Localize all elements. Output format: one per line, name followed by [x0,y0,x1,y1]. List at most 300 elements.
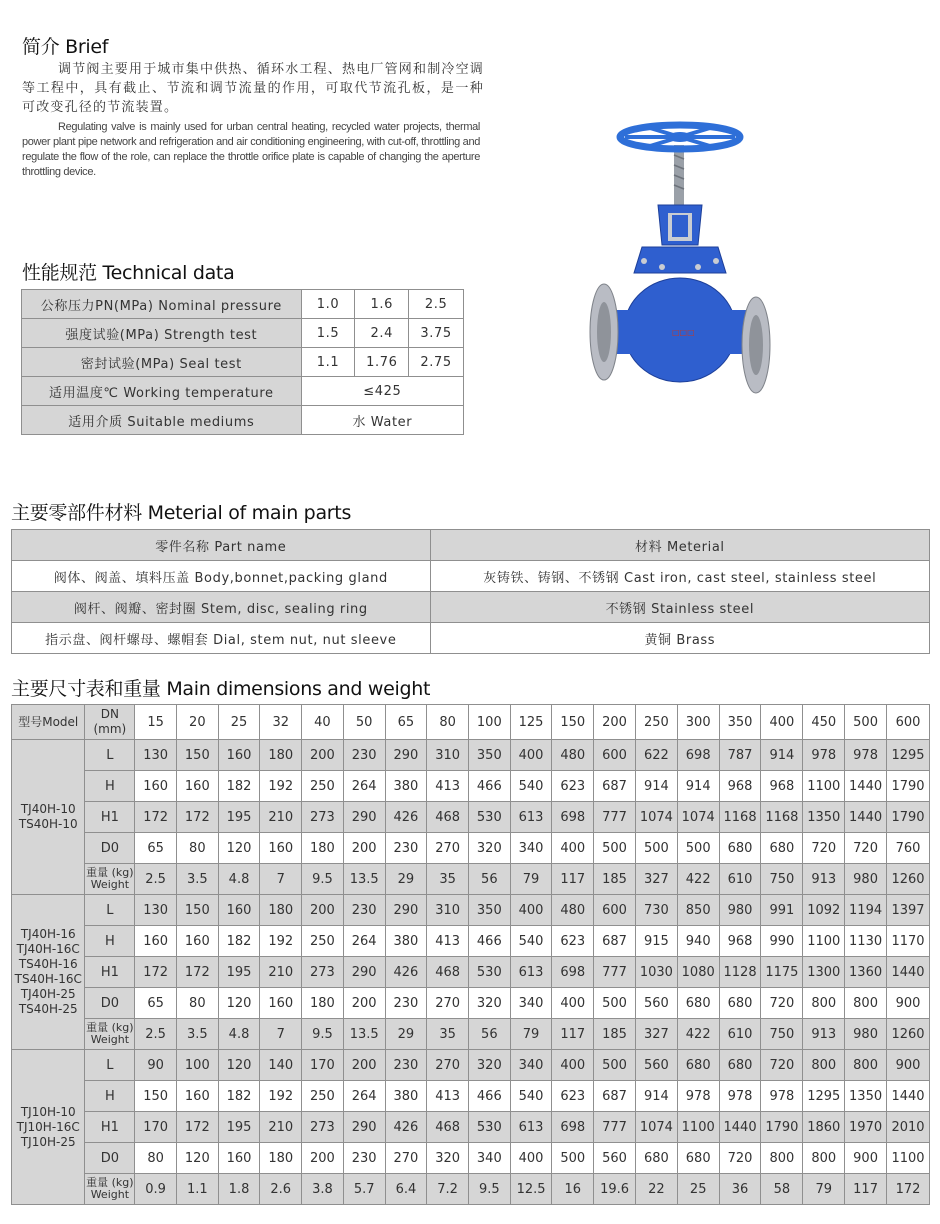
brief-text-en: Regulating valve is mainly used for urban central heating, recycled water projects, thermal power plant pipe network and refrigeration and air conditioning engineering, with cut-off, throttling and regulate the flow of the role, can replace the throttle orifice plate is capable of changing the aperture throttling device. [22,121,480,178]
value-cell: 1030 [635,957,677,988]
value-cell: 1074 [677,802,719,833]
value-cell: 426 [385,802,427,833]
value-cell: 200 [343,833,385,864]
value-cell: 79 [803,1174,845,1205]
value-cell: 623 [552,771,594,802]
value-cell: 968 [719,926,761,957]
table-row [12,592,930,623]
value-cell: 787 [719,740,761,771]
value-cell: 600 [594,740,636,771]
value-cell: 1440 [845,802,887,833]
value-cell: 1.1 [176,1174,218,1205]
value-cell: 1295 [887,740,930,771]
value-cell: 172 [176,1112,218,1143]
value-cell: 172 [135,802,177,833]
value-cell: 1970 [845,1112,887,1143]
value-cell: 613 [510,1112,552,1143]
value-cell: 192 [260,1081,302,1112]
value-cell: 400 [552,1050,594,1081]
cell: 1.6 [355,290,409,319]
value-cell: 117 [552,1019,594,1050]
cell: 灰铸铁、铸钢、不锈钢 Cast iron, cast steel, stainless steel [430,561,929,592]
value-cell: 480 [552,740,594,771]
value-cell: 7.2 [427,1174,469,1205]
globe-valve-icon [580,115,780,415]
value-cell: 35 [427,1019,469,1050]
value-cell: 65 [135,833,177,864]
value-cell: 1092 [803,895,845,926]
table-row [22,348,464,377]
table-row [12,623,930,654]
value-cell: 58 [761,1174,803,1205]
value-cell: 913 [803,864,845,895]
value-cell: 4.8 [218,864,260,895]
value-cell: 250 [302,1081,344,1112]
value-cell: 200 [302,895,344,926]
value-cell: 35 [427,864,469,895]
value-cell: 800 [803,1143,845,1174]
value-cell: 29 [385,864,427,895]
dn-size-header: 250 [635,705,677,740]
value-cell: 800 [761,1143,803,1174]
value-cell: 380 [385,1081,427,1112]
value-cell: 210 [260,957,302,988]
value-cell: 800 [845,988,887,1019]
value-cell: 200 [343,988,385,1019]
value-cell: 540 [510,926,552,957]
value-cell: 680 [761,833,803,864]
value-cell: 613 [510,957,552,988]
weight-label: 重量 (kg) Weight [85,864,135,895]
row-label: 适用温度℃ Working temperature [22,377,302,406]
value-cell: 680 [677,1050,719,1081]
value-cell: 117 [552,864,594,895]
cell: 1.5 [301,319,355,348]
value-cell: 978 [761,1081,803,1112]
value-cell: 192 [260,926,302,957]
value-cell: 800 [845,1050,887,1081]
value-cell: 273 [302,957,344,988]
value-cell: 680 [635,1143,677,1174]
table-row [12,895,930,926]
value-cell: 4.8 [218,1019,260,1050]
value-cell: 160 [176,926,218,957]
value-cell: 19.6 [594,1174,636,1205]
value-cell: 273 [302,1112,344,1143]
svg-text:□□□: □□□ [672,328,695,337]
value-cell: 1100 [677,1112,719,1143]
dimension-label: H [85,771,135,802]
dn-header: DN (mm) [85,705,135,740]
value-cell: 150 [176,895,218,926]
value-cell: 968 [761,771,803,802]
dn-size-header: 450 [803,705,845,740]
dn-size-header: 65 [385,705,427,740]
value-cell: 400 [510,895,552,926]
value-cell: 1130 [845,926,887,957]
value-cell: 978 [803,740,845,771]
value-cell: 978 [845,740,887,771]
value-cell: 182 [218,926,260,957]
table-header-row [12,705,930,740]
value-cell: 1170 [887,926,930,957]
value-cell: 180 [302,833,344,864]
value-cell: 160 [135,771,177,802]
table-row [12,561,930,592]
value-cell: 680 [719,833,761,864]
dimension-label: L [85,740,135,771]
value-cell: 1350 [803,802,845,833]
dn-size-header: 40 [302,705,344,740]
value-cell: 270 [427,1050,469,1081]
cell: 1.1 [301,348,355,377]
value-cell: 600 [594,895,636,926]
value-cell: 500 [594,1050,636,1081]
value-cell: 29 [385,1019,427,1050]
value-cell: 150 [135,1081,177,1112]
value-cell: 195 [218,1112,260,1143]
table-row [12,833,930,864]
dn-size-header: 500 [845,705,887,740]
value-cell: 400 [552,988,594,1019]
value-cell: 180 [260,740,302,771]
value-cell: 16 [552,1174,594,1205]
value-cell: 698 [552,1112,594,1143]
value-cell: 687 [594,926,636,957]
value-cell: 422 [677,864,719,895]
dimension-label: H [85,926,135,957]
value-cell: 290 [343,957,385,988]
value-cell: 750 [761,1019,803,1050]
value-cell: 380 [385,771,427,802]
value-cell: 340 [510,1050,552,1081]
dimension-label: H1 [85,957,135,988]
value-cell: 990 [761,926,803,957]
value-cell: 22 [635,1174,677,1205]
value-cell: 800 [803,1050,845,1081]
value-cell: 180 [260,895,302,926]
value-cell: 160 [260,833,302,864]
cell: 黄铜 Brass [430,623,929,654]
value-cell: 340 [510,988,552,1019]
value-cell: 350 [468,895,510,926]
value-cell: 80 [176,833,218,864]
value-cell: 2.6 [260,1174,302,1205]
dimension-label: D0 [85,1143,135,1174]
value-cell: 610 [719,864,761,895]
value-cell: 560 [635,988,677,1019]
value-cell: 172 [176,802,218,833]
value-cell: 480 [552,895,594,926]
value-cell: 622 [635,740,677,771]
value-cell: 172 [176,957,218,988]
value-cell: 623 [552,926,594,957]
value-cell: 117 [845,1174,887,1205]
table-row [12,864,930,895]
table-header-row [12,530,930,561]
value-cell: 991 [761,895,803,926]
model-header: 型号Model [12,705,85,740]
value-cell: 195 [218,802,260,833]
value-cell: 130 [135,740,177,771]
value-cell: 750 [761,864,803,895]
value-cell: 100 [176,1050,218,1081]
table-row [22,319,464,348]
value-cell: 170 [135,1112,177,1143]
value-cell: 230 [343,895,385,926]
model-cell: TJ10H-10 TJ10H-16C TJ10H-25 [12,1050,85,1205]
dimension-label: D0 [85,988,135,1019]
value-cell: 160 [218,1143,260,1174]
value-cell: 610 [719,1019,761,1050]
value-cell: 968 [719,771,761,802]
value-cell: 9.5 [468,1174,510,1205]
value-cell: 613 [510,802,552,833]
value-cell: 250 [302,771,344,802]
value-cell: 160 [218,740,260,771]
value-cell: 310 [427,740,469,771]
value-cell: 9.5 [302,864,344,895]
cell: 2.75 [409,348,464,377]
value-cell: 120 [218,833,260,864]
value-cell: 13.5 [343,1019,385,1050]
value-cell: 1074 [635,802,677,833]
value-cell: 720 [719,1143,761,1174]
value-cell: 913 [803,1019,845,1050]
dn-size-header: 20 [176,705,218,740]
value-cell: 12.5 [510,1174,552,1205]
value-cell: 413 [427,1081,469,1112]
value-cell: 0.9 [135,1174,177,1205]
value-cell: 150 [176,740,218,771]
value-cell: 13.5 [343,864,385,895]
table-row [12,740,930,771]
materials-table [11,529,930,654]
value-cell: 195 [218,957,260,988]
value-cell: 500 [594,988,636,1019]
value-cell: 413 [427,771,469,802]
dimension-label: D0 [85,833,135,864]
value-cell: 290 [385,895,427,926]
dn-size-header: 600 [887,705,930,740]
value-cell: 530 [468,1112,510,1143]
value-cell: 1860 [803,1112,845,1143]
value-cell: 320 [427,1143,469,1174]
value-cell: 80 [176,988,218,1019]
value-cell: 530 [468,957,510,988]
value-cell: 680 [719,1050,761,1081]
value-cell: 90 [135,1050,177,1081]
value-cell: 250 [302,926,344,957]
cell: 指示盘、阀杆螺母、螺帽套 Dial, stem nut, nut sleeve [12,623,431,654]
value-cell: 310 [427,895,469,926]
value-cell: 160 [176,1081,218,1112]
value-cell: 680 [719,988,761,1019]
value-cell: 180 [302,988,344,1019]
value-cell: 380 [385,926,427,957]
dn-size-header: 15 [135,705,177,740]
value-cell: 800 [803,988,845,1019]
value-cell: 914 [761,740,803,771]
valve-bonnet [634,247,726,273]
value-cell: 264 [343,771,385,802]
table-row [22,377,464,406]
table-row [12,1050,930,1081]
value-cell: 180 [260,1143,302,1174]
value-cell: 80 [135,1143,177,1174]
value-cell: 1100 [887,1143,930,1174]
value-cell: 915 [635,926,677,957]
value-cell: 160 [176,771,218,802]
value-cell: 120 [176,1143,218,1174]
tech-heading: 性能规范 Technical data [22,262,235,284]
value-cell: 290 [343,1112,385,1143]
value-cell: 160 [260,988,302,1019]
dimensions-table [11,704,930,1205]
table-row [22,290,464,319]
value-cell: 698 [552,957,594,988]
cell: 2.5 [409,290,464,319]
value-cell: 980 [719,895,761,926]
value-cell: 210 [260,1112,302,1143]
value-cell: 25 [677,1174,719,1205]
value-cell: 400 [510,740,552,771]
value-cell: 760 [887,833,930,864]
dn-size-header: 125 [510,705,552,740]
dimension-label: L [85,895,135,926]
value-cell: 6.4 [385,1174,427,1205]
value-cell: 540 [510,771,552,802]
value-cell: 940 [677,926,719,957]
value-cell: 120 [218,988,260,1019]
row-label: 密封试验(MPa) Seal test [22,348,302,377]
value-cell: 130 [135,895,177,926]
value-cell: 200 [302,740,344,771]
table-row [12,802,930,833]
dn-size-header: 150 [552,705,594,740]
table-row [12,988,930,1019]
value-cell: 777 [594,802,636,833]
value-cell: 400 [552,833,594,864]
technical-data-table [21,289,464,435]
value-cell: 1074 [635,1112,677,1143]
value-cell: 1397 [887,895,930,926]
value-cell: 720 [845,833,887,864]
value-cell: 540 [510,1081,552,1112]
value-cell: 466 [468,926,510,957]
value-cell: 560 [635,1050,677,1081]
value-cell: 230 [343,1143,385,1174]
value-cell: 720 [761,988,803,1019]
cell: 不锈钢 Stainless steel [430,592,929,623]
value-cell: 340 [510,833,552,864]
value-cell: 914 [635,1081,677,1112]
table-row [12,1174,930,1205]
value-cell: 466 [468,1081,510,1112]
value-cell: 270 [427,833,469,864]
value-cell: 5.7 [343,1174,385,1205]
value-cell: 182 [218,1081,260,1112]
value-cell: 500 [594,833,636,864]
value-cell: 230 [385,988,427,1019]
dn-size-header: 80 [427,705,469,740]
value-cell: 1440 [845,771,887,802]
table-row [12,957,930,988]
value-cell: 680 [677,1143,719,1174]
dimensions-heading: 主要尺寸表和重量 Main dimensions and weight [11,678,431,700]
value-cell: 270 [385,1143,427,1174]
value-cell: 7 [260,1019,302,1050]
value-cell: 290 [343,802,385,833]
dn-size-header: 400 [761,705,803,740]
value-cell: 56 [468,864,510,895]
cell: 水 Water [301,406,463,435]
dn-size-header: 100 [468,705,510,740]
value-cell: 2.5 [135,864,177,895]
value-cell: 1168 [719,802,761,833]
value-cell: 185 [594,1019,636,1050]
value-cell: 1100 [803,926,845,957]
value-cell: 36 [719,1174,761,1205]
value-cell: 7 [260,864,302,895]
value-cell: 1360 [845,957,887,988]
value-cell: 500 [677,833,719,864]
row-label: 公称压力PN(MPa) Nominal pressure [22,290,302,319]
value-cell: 400 [510,1143,552,1174]
value-cell: 900 [887,1050,930,1081]
value-cell: 1790 [887,771,930,802]
value-cell: 264 [343,926,385,957]
value-cell: 1.8 [218,1174,260,1205]
row-label: 适用介质 Suitable mediums [22,406,302,435]
brief-text-cn: 调节阀主要用于城市集中供热、循环水工程、热电厂管网和制冷空调等工程中，具有截止、节流和调节流量的作用，可取代节流孔板，是一种可改变孔径的节流装置。 [22,62,485,115]
model-cell: TJ40H-16 TJ40H-16C TS40H-16 TS40H-16C TJ40H-25 TS40H-25 [12,895,85,1050]
value-cell: 2010 [887,1112,930,1143]
value-cell: 320 [468,833,510,864]
value-cell: 160 [218,895,260,926]
value-cell: 172 [887,1174,930,1205]
value-cell: 900 [845,1143,887,1174]
value-cell: 1100 [803,771,845,802]
table-row [12,1112,930,1143]
brief-heading: 简介 Brief [22,36,109,58]
value-cell: 560 [594,1143,636,1174]
value-cell: 79 [510,1019,552,1050]
value-cell: 426 [385,957,427,988]
cell: 阀杆、阀瓣、密封圈 Stem, disc, sealing ring [12,592,431,623]
value-cell: 327 [635,1019,677,1050]
value-cell: 170 [302,1050,344,1081]
value-cell: 466 [468,771,510,802]
weight-label: 重量 (kg) Weight [85,1174,135,1205]
value-cell: 698 [677,740,719,771]
value-cell: 320 [468,1050,510,1081]
value-cell: 914 [677,771,719,802]
dn-size-header: 32 [260,705,302,740]
table-row [12,1019,930,1050]
value-cell: 680 [677,988,719,1019]
value-cell: 172 [135,957,177,988]
value-cell: 340 [468,1143,510,1174]
value-cell: 413 [427,926,469,957]
value-cell: 230 [343,740,385,771]
value-cell: 978 [719,1081,761,1112]
cell: 阀体、阀盖、填料压盖 Body,bonnet,packing gland [12,561,431,592]
value-cell: 422 [677,1019,719,1050]
value-cell: 914 [635,771,677,802]
value-cell: 730 [635,895,677,926]
weight-label: 重量 (kg) Weight [85,1019,135,1050]
